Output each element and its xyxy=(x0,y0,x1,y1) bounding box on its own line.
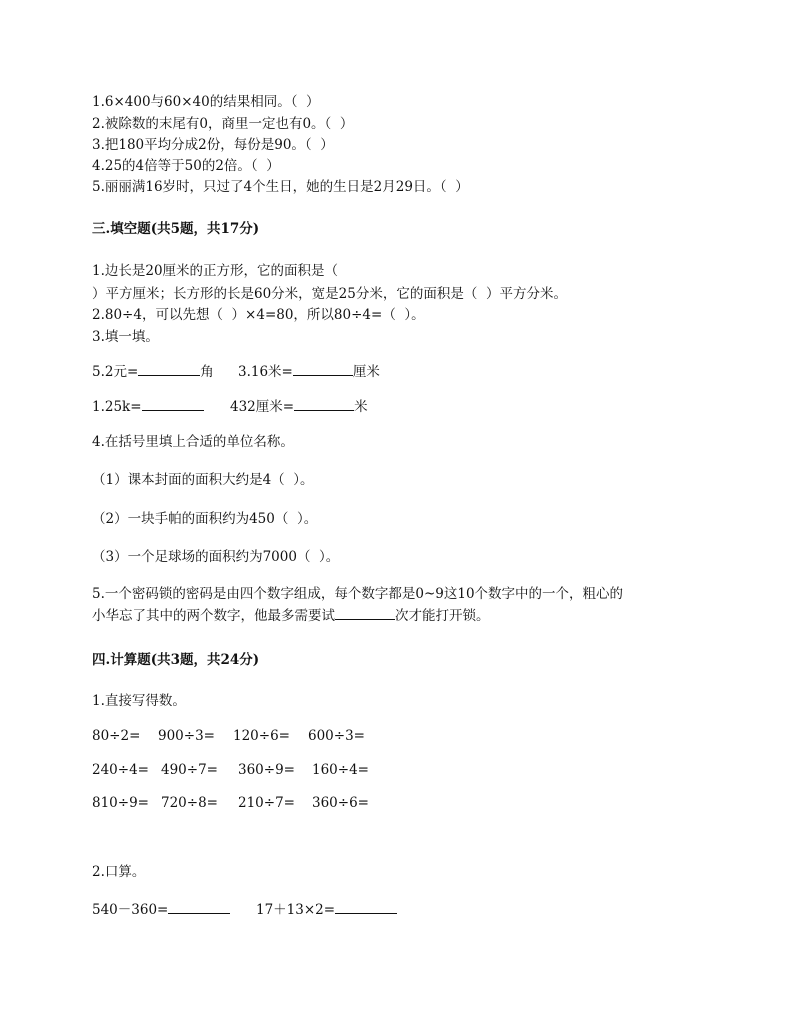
answer-blank[interactable] xyxy=(335,901,397,914)
calc-item: 360÷9= xyxy=(238,762,295,778)
calc-row xyxy=(92,761,412,779)
calc-item: 490÷7= xyxy=(161,762,218,778)
fill-q4-item-3: （3）一个足球场的面积约为7000（ ）。 xyxy=(92,549,340,565)
label-a: 5.2元= xyxy=(92,364,139,380)
fill-q3-row1-b xyxy=(238,363,380,381)
fill-q3-row2-a xyxy=(92,398,204,416)
answer-blank[interactable] xyxy=(138,363,200,376)
calc-item: 810÷9= xyxy=(92,795,149,811)
fill-q1-line1: 1.边长是20厘米的正方形，它的面积是（ xyxy=(92,263,339,279)
fill-q4-item-1: （1）课本封面的面积大约是4（ ）。 xyxy=(92,472,314,488)
fill-q3-row1-a xyxy=(92,363,214,381)
fill-q3: 3.填一填。 xyxy=(92,329,159,345)
expr: 540－360= xyxy=(92,902,169,918)
answer-blank[interactable] xyxy=(335,607,395,620)
calc-q2: 2.口算。 xyxy=(92,864,146,880)
q5-text-a: 小华忘了其中的两个数字，他最多需要试 xyxy=(92,608,335,624)
section-3-heading: 三.填空题(共5题，共17分) xyxy=(92,221,260,237)
q5-text-b: 次才能打开锁。 xyxy=(395,608,490,624)
calc-q2-item-1 xyxy=(92,901,230,919)
label-a: 1.25k= xyxy=(92,399,142,415)
fill-q3-row2-b xyxy=(230,398,368,416)
calc-item: 600÷3= xyxy=(308,728,365,744)
calc-item: 80÷2= xyxy=(92,728,141,744)
fill-q5-line2 xyxy=(92,607,490,625)
label-b: 432厘米= xyxy=(230,399,295,415)
fill-q5-line1: 5.一个密码锁的密码是由四个数字组成，每个数字都是0~9这10个数字中的一个，粗心的 xyxy=(92,586,624,602)
calc-row xyxy=(92,794,412,812)
calc-item: 120÷6= xyxy=(233,728,290,744)
fill-q4-item-2: （2）一块手帕的面积约为450（ ）。 xyxy=(92,511,318,527)
fill-q3-row2 xyxy=(92,398,492,416)
calc-q1: 1.直接写得数。 xyxy=(92,693,186,709)
calc-item: 240÷4= xyxy=(92,762,149,778)
fill-q1-line2: ）平方厘米；长方形的长是60分米，宽是25分米，它的面积是（ ）平方分米。 xyxy=(92,286,567,302)
answer-blank[interactable] xyxy=(293,363,353,376)
unit-a: 角 xyxy=(200,364,214,380)
judge-item-3: 3.把180平均分成2份，每份是90。（ ） xyxy=(92,137,334,153)
calc-row xyxy=(92,727,412,745)
calc-item: 360÷6= xyxy=(312,795,369,811)
fill-q3-row1 xyxy=(92,363,492,381)
answer-blank[interactable] xyxy=(142,398,204,411)
expr: 17＋13×2= xyxy=(256,902,336,918)
calc-item: 210÷7= xyxy=(238,795,295,811)
judge-item-5: 5.丽丽满16岁时，只过了4个生日，她的生日是2月29日。（ ） xyxy=(92,179,469,195)
label-b: 3.16米= xyxy=(238,364,293,380)
section-4-heading: 四.计算题(共3题，共24分) xyxy=(92,652,260,668)
calc-q2-row xyxy=(92,901,412,919)
calc-item: 160÷4= xyxy=(312,762,369,778)
judge-item-2: 2.被除数的末尾有0，商里一定也有0。（ ） xyxy=(92,116,354,132)
unit-b: 厘米 xyxy=(352,364,380,380)
judge-item-4: 4.25的4倍等于50的2倍。（ ） xyxy=(92,158,280,174)
calc-item: 720÷8= xyxy=(161,795,218,811)
answer-blank[interactable] xyxy=(168,901,230,914)
calc-q2-item-2 xyxy=(256,901,397,919)
fill-q2: 2.80÷4，可以先想（ ）×4=80，所以80÷4=（ ）。 xyxy=(92,307,425,323)
judge-item-1: 1.6×400与60×40的结果相同。（ ） xyxy=(92,94,320,110)
calc-item: 900÷3= xyxy=(158,728,215,744)
answer-blank[interactable] xyxy=(294,398,354,411)
fill-q4: 4.在括号里填上合适的单位名称。 xyxy=(92,434,294,450)
unit-b: 米 xyxy=(354,399,368,415)
